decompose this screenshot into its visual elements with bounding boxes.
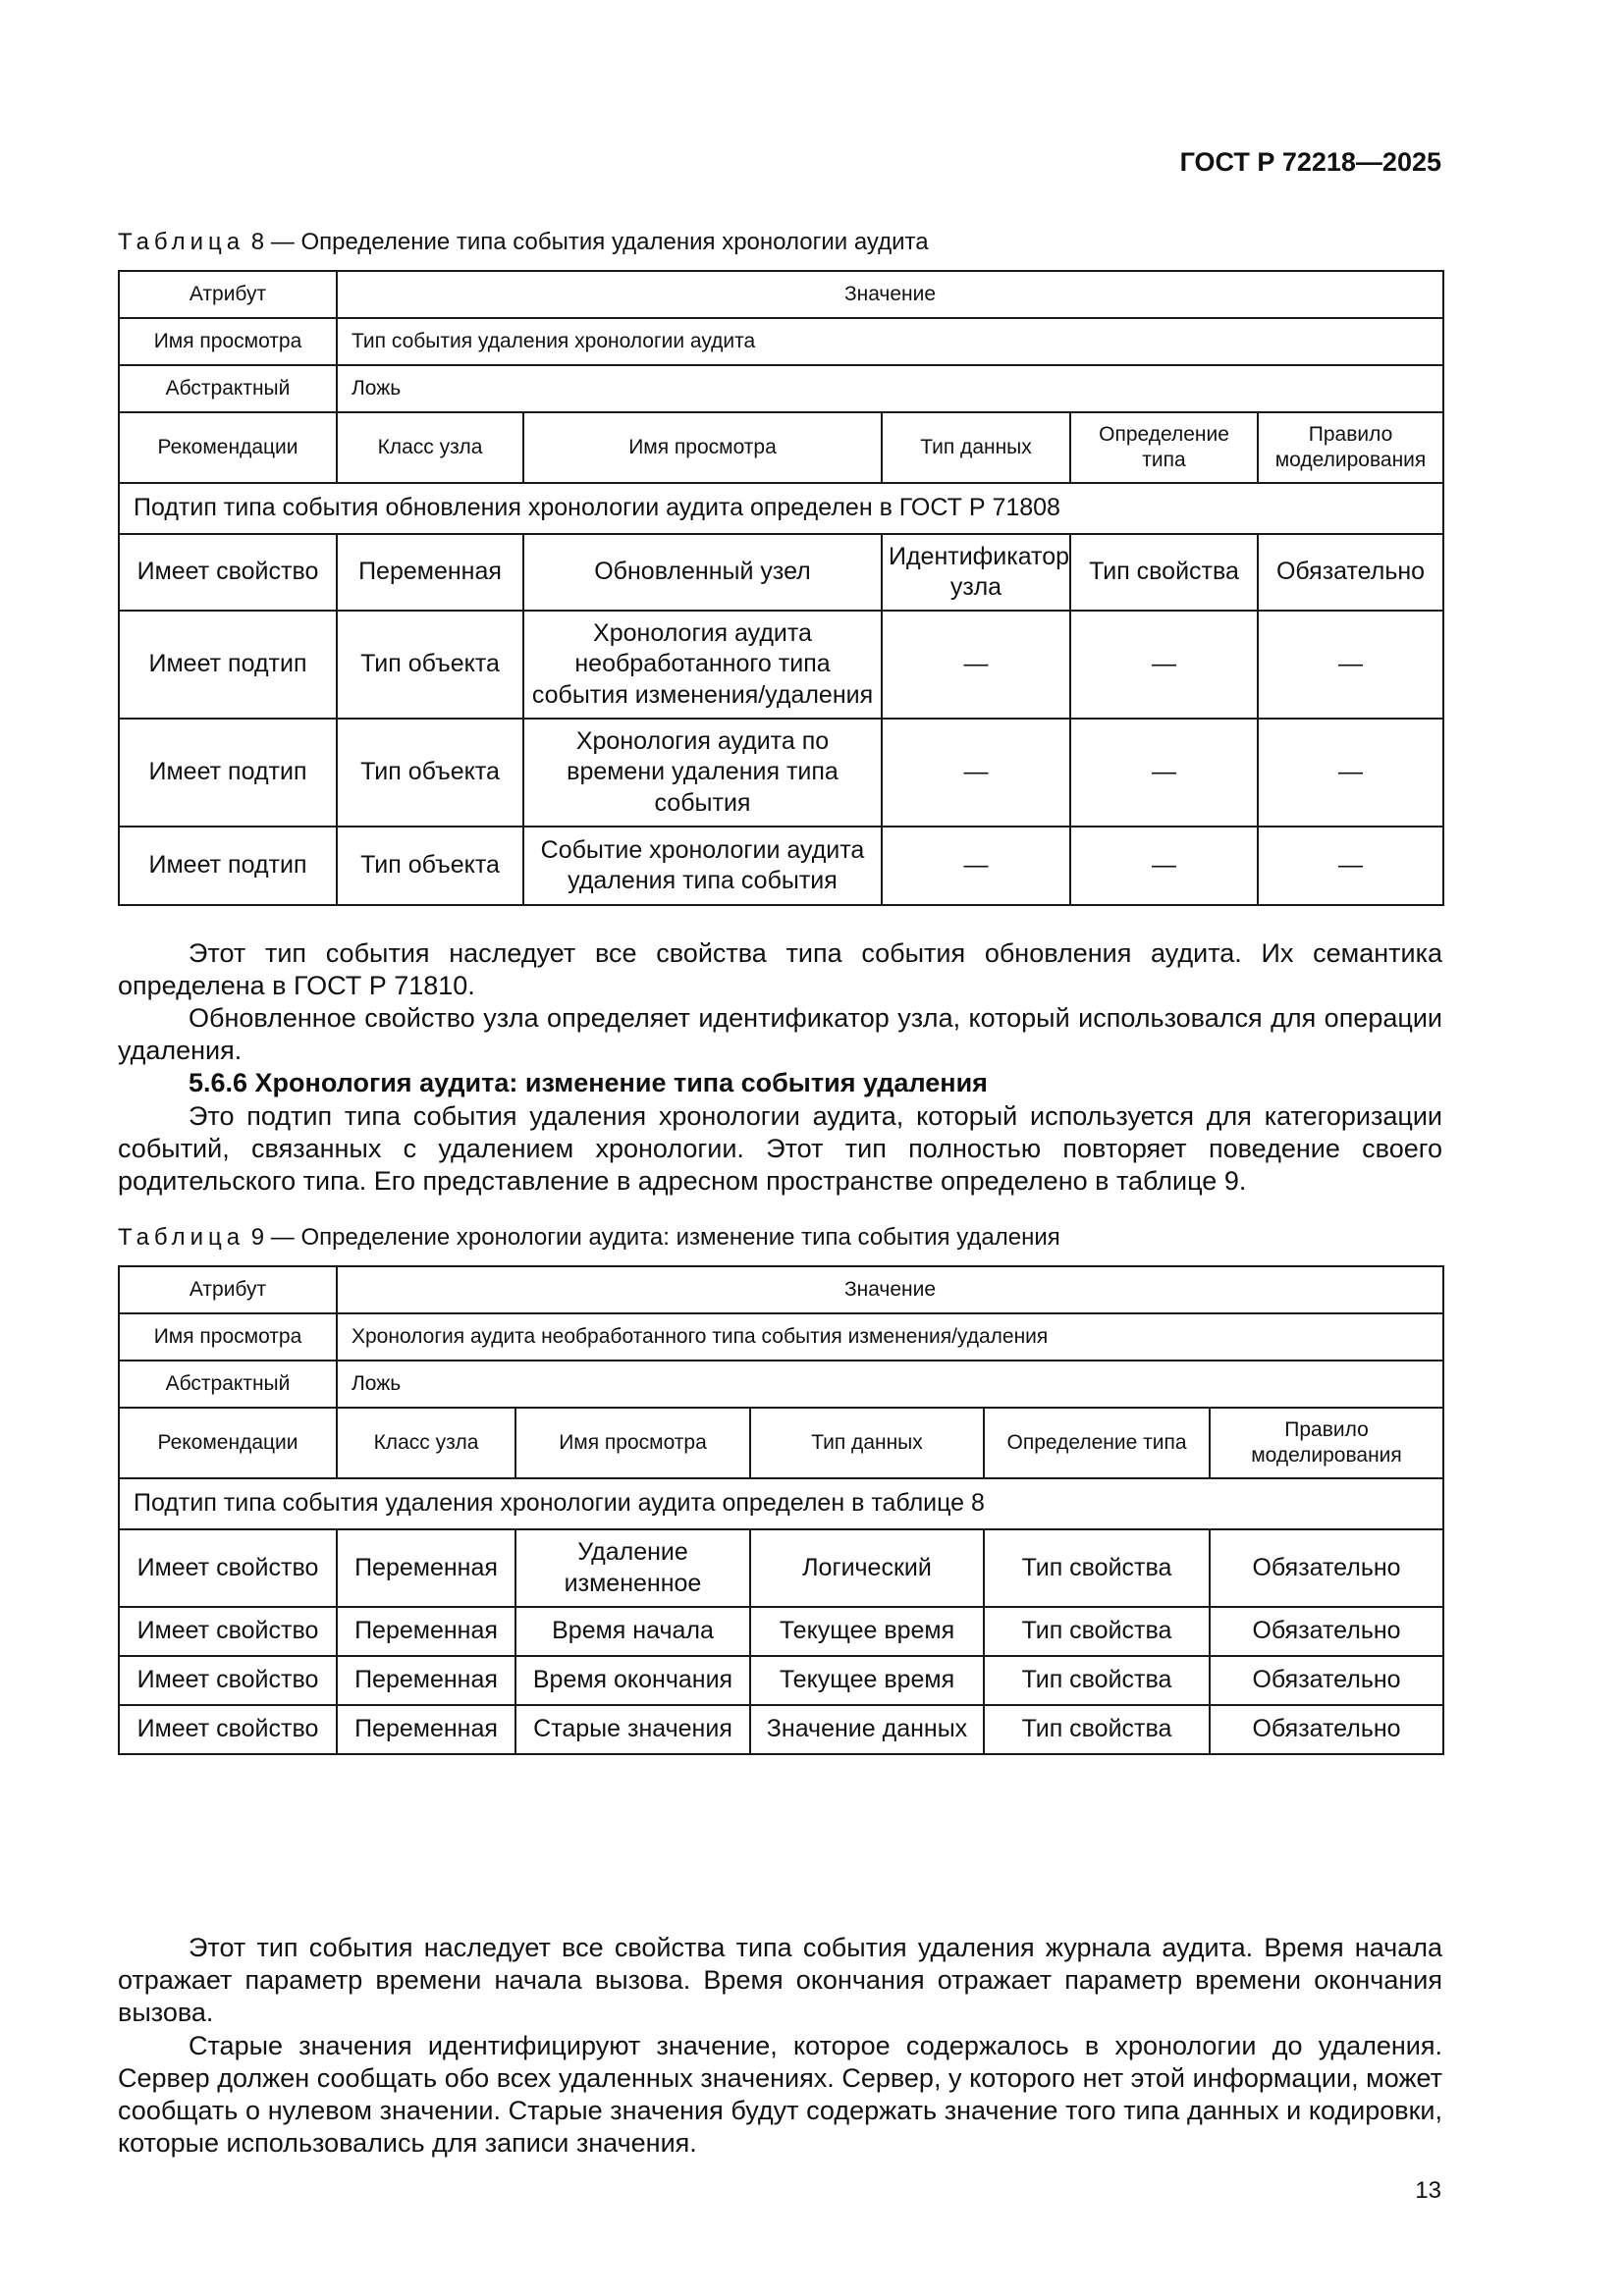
paragraph: Это подтип типа события удаления хронологии аудита, который используется для категоризации событий, связанных с удалением хронологии. Этот тип полностью повторяет поведение своего родительского типа. Его представление в адресном пространстве определено в таблице 9. <box>118 1101 1442 1196</box>
table-cell: Хронология аудита необработанного типа события изменения/удаления <box>337 1313 1443 1361</box>
table-row <box>119 318 1443 365</box>
table-column-header: Тип данных <box>882 412 1070 483</box>
table-cell: Текущее время <box>750 1656 984 1705</box>
table-row <box>119 1705 1443 1754</box>
table-8-caption-text: 8 — Определение типа события удаления хронологии аудита <box>250 229 929 255</box>
table-row <box>119 1529 1443 1607</box>
table-cell: Тип объекта <box>337 611 523 719</box>
table-cell: Обязательно <box>1210 1529 1443 1607</box>
table-cell: Идентификатор узла <box>882 534 1070 611</box>
table-row <box>119 271 1443 318</box>
table-cell: Тип события удаления хронологии аудита <box>337 318 1443 365</box>
table-header-cell: Атрибут <box>119 1266 337 1313</box>
table-cell: — <box>1258 719 1443 827</box>
table-row <box>119 1266 1443 1313</box>
table-cell: Обязательно <box>1210 1656 1443 1705</box>
paragraph: Обновленное свойство узла определяет идентификатор узла, который использовался для операции удаления. <box>118 1003 1442 1065</box>
table-cell: Обязательно <box>1210 1705 1443 1754</box>
table-cell: Имеет свойство <box>119 534 337 611</box>
table-column-header: Класс узла <box>337 1408 515 1478</box>
table-cell: — <box>1070 719 1258 827</box>
table-row <box>119 534 1443 611</box>
table-row <box>119 483 1443 534</box>
table-cell: Тип объекта <box>337 827 523 905</box>
table-9-caption-text: 9 — Определение хронологии аудита: изменение типа события удаления <box>250 1224 1060 1251</box>
table-8-caption-word: Таблица <box>118 229 245 255</box>
table-row <box>119 1607 1443 1656</box>
table-row <box>119 1478 1443 1529</box>
table-subtype-note: Подтип типа события обновления хронологии аудита определен в ГОСТ Р 71808 <box>119 483 1443 534</box>
table-column-header: Тип данных <box>750 1408 984 1478</box>
table-9-caption <box>118 1224 1060 1252</box>
table-cell: Тип объекта <box>337 719 523 827</box>
table-cell: Имеет свойство <box>119 1656 337 1705</box>
table-column-header: Класс узла <box>337 412 523 483</box>
table-subtype-note: Подтип типа события удаления хронологии аудита определен в таблице 8 <box>119 1478 1443 1529</box>
table-column-header: Определение типа <box>984 1408 1210 1478</box>
table-row <box>119 365 1443 412</box>
table-cell: — <box>882 719 1070 827</box>
paragraph: Старые значения идентифицируют значение, которое содержалось в хронологии до удаления. Сервер должен сообщать обо всех удаленных значениях. Сервер, у которого нет этой информации, может сообщать о нулевом значении. Старые значения будут содержать значение того типа данных и кодировки, которые использовались для записи значения. <box>118 2031 1442 2158</box>
table-cell: Событие хронологии аудита удаления типа события <box>523 827 882 905</box>
table-cell: Переменная <box>337 534 523 611</box>
paragraph: Этот тип события наследует все свойства типа события удаления журнала аудита. Время начала отражает параметр времени начала вызова. Время окончания отражает параметр времени окончания вызова. <box>118 1933 1442 2027</box>
table-row <box>119 1313 1443 1361</box>
table-8-caption <box>118 229 929 256</box>
table-header-cell: Атрибут <box>119 271 337 318</box>
table-column-header: Правило моделирования <box>1258 412 1443 483</box>
table-cell: Хронология аудита по времени удаления типа события <box>523 719 882 827</box>
table-column-header: Рекомендации <box>119 412 337 483</box>
table-row <box>119 1656 1443 1705</box>
table-cell: Текущее время <box>750 1607 984 1656</box>
table-row <box>119 611 1443 719</box>
table-cell: Старые значения <box>515 1705 750 1754</box>
table-cell: Имеет свойство <box>119 1529 337 1607</box>
table-cell: Тип свойства <box>984 1607 1210 1656</box>
table-cell: Значение данных <box>750 1705 984 1754</box>
table-row <box>119 1408 1443 1478</box>
table-row <box>119 827 1443 905</box>
table-cell: Ложь <box>337 365 1443 412</box>
section-heading: 5.6.6 Хронология аудита: изменение типа события удаления <box>189 1068 988 1097</box>
table-column-header: Имя просмотра <box>523 412 882 483</box>
table-cell: Время начала <box>515 1607 750 1656</box>
table-cell: Абстрактный <box>119 365 337 412</box>
table-cell: Тип свойства <box>984 1705 1210 1754</box>
table-cell: Тип свойства <box>1070 534 1258 611</box>
table-cell: Обновленный узел <box>523 534 882 611</box>
table-cell: Обязательно <box>1258 534 1443 611</box>
table-cell: Переменная <box>337 1656 515 1705</box>
table-header-cell: Значение <box>337 1266 1443 1313</box>
page-number: 13 <box>1415 2177 1441 2204</box>
table-cell: Имеет подтип <box>119 611 337 719</box>
table-9 <box>118 1265 1444 1755</box>
table-cell: Имеет свойство <box>119 1607 337 1656</box>
table-cell: Имеет подтип <box>119 827 337 905</box>
table-cell: Тип свойства <box>984 1656 1210 1705</box>
table-cell: — <box>1258 827 1443 905</box>
table-cell: — <box>1070 827 1258 905</box>
table-cell: Время окончания <box>515 1656 750 1705</box>
document-header: ГОСТ Р 72218—2025 <box>1179 147 1441 177</box>
table-cell: Абстрактный <box>119 1361 337 1408</box>
table-row <box>119 412 1443 483</box>
table-cell: Имеет свойство <box>119 1705 337 1754</box>
table-cell: Переменная <box>337 1705 515 1754</box>
table-header-cell: Значение <box>337 271 1443 318</box>
table-row <box>119 719 1443 827</box>
table-cell: — <box>1070 611 1258 719</box>
table-cell: — <box>882 611 1070 719</box>
table-cell: Переменная <box>337 1529 515 1607</box>
table-8 <box>118 270 1444 906</box>
table-cell: Обязательно <box>1210 1607 1443 1656</box>
table-9-caption-word: Таблица <box>118 1224 245 1251</box>
table-column-header: Определение типа <box>1070 412 1258 483</box>
paragraph: Этот тип события наследует все свойства типа события обновления аудита. Их семантика определена в ГОСТ Р 71810. <box>118 938 1442 1000</box>
table-column-header: Рекомендации <box>119 1408 337 1478</box>
table-cell: Имя просмотра <box>119 318 337 365</box>
table-cell: Тип свойства <box>984 1529 1210 1607</box>
table-cell: Хронология аудита необработанного типа события изменения/удаления <box>523 611 882 719</box>
table-column-header: Правило моделирования <box>1210 1408 1443 1478</box>
table-cell: — <box>1258 611 1443 719</box>
table-cell: Имя просмотра <box>119 1313 337 1361</box>
table-cell: Ложь <box>337 1361 1443 1408</box>
table-cell: Переменная <box>337 1607 515 1656</box>
table-column-header: Имя просмотра <box>515 1408 750 1478</box>
table-cell: Имеет подтип <box>119 719 337 827</box>
table-row <box>119 1361 1443 1408</box>
table-cell: Удаление измененное <box>515 1529 750 1607</box>
table-cell: — <box>882 827 1070 905</box>
table-cell: Логический <box>750 1529 984 1607</box>
